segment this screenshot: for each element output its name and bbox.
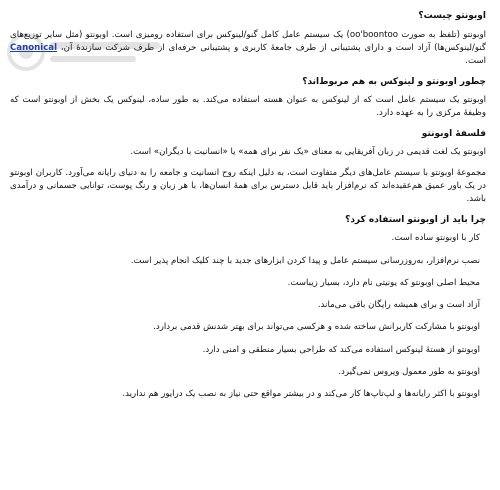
heading-ubuntu-philosophy: فلسفهٔ اوبونتو: [421, 128, 486, 139]
heading-ubuntu-linux-relation: چطور اوبونتو و لینوکس به هم مربوط‌اند؟: [302, 76, 486, 87]
list-item: کار با اوبونتو ساده است.: [391, 233, 480, 244]
canonical-link[interactable]: Canonical: [10, 42, 58, 53]
heading-what-is-ubuntu: اوبونتو چیست؟: [418, 11, 486, 21]
section-ubuntu-linux-relation: [10, 76, 486, 121]
paragraph-text-after-link: است.: [465, 56, 486, 67]
list-item: اوبونتو با اکثر رایانه‌ها و لپ‌تاپ‌ها کار می‌کند و در بیشتر مواقع حتی نیاز به نصب یک درایور هم ندارید.: [122, 389, 480, 400]
paragraph-what-is-ubuntu: [10, 29, 486, 69]
list-item: اوبونتو با مشارکت کاربرانش ساخته شده و هرکسی می‌تواند برای بهتر شدنش قدمی بردارد.: [153, 322, 480, 333]
reasons-list: [10, 232, 486, 402]
paragraph-philosophy-meaning: اوبونتو یک لغت قدیمی در زبان آفریقایی به معنای «یک نفر برای همه» یا «انسانیت با دیگران» است.: [130, 147, 486, 158]
paragraph-philosophy-community: مجموعهٔ اوبونتو با سیستم عامل‌های دیگر متفاوت است، به دلیل اینکه روح انسانیت و جامعه را به دنیای رایانه می‌آورد. کاربران اوبونتو در یک باور عمیق هم‌عقیده‌اند که نرم‌افزار باید قابل دسترس برای همهٔ انسان‌ها، با هر زبان و رنگ پوست، توانایی جسمانی و درآمدی باشد.: [10, 167, 486, 205]
list-item: اوبونتو به طور معمول ویروس نمی‌گیرد.: [338, 367, 480, 378]
paragraph-ubuntu-linux-relation: اوبونتو یک سیستم عامل است که از لینوکس به عنوان هسته استفاده می‌کند. به طور ساده، لینوکس یک بخش از اوبونتو است که وظیفهٔ مرکزی را به عهده دارد.: [10, 95, 486, 119]
paragraph-text-before-link: اوبونتو (تلفظ به صورت oo'boontoo) یک سیستم عامل کامل گنو/لینوکس برای استفاده رومیزی است. اوبونتو (مثل سایر توزیع‌های گنو/لینوکس‌ها) آزاد است و دارای پشتیبانی از طرف جامعهٔ کاربری و پشتیبانی حرفه‌ای از طرف شرکت سازندهٔ آن،: [10, 29, 486, 53]
section-ubuntu-philosophy: [10, 128, 486, 207]
list-item: آزاد است و برای همیشه رایگان باقی می‌ماند.: [317, 300, 480, 311]
section-why-use-ubuntu: [10, 214, 486, 402]
list-item: نصب نرم‌افزار، به‌روزرسانی سیستم عامل و پیدا کردن ابزارهای جدید با چند کلیک انجام پذیر است.: [130, 255, 480, 266]
list-item: محیط اصلی اوبونتو که یونیتی نام دارد، بسیار زیباست.: [287, 277, 480, 288]
heading-why-use-ubuntu: چرا باید از اوبونتو استفاده کرد؟: [345, 214, 486, 225]
list-item: اوبونتو از هستهٔ لینوکس استفاده می‌کند که طراحی بسیار منطقی و امنی دارد.: [202, 344, 480, 355]
section-what-is-ubuntu: [10, 10, 486, 69]
